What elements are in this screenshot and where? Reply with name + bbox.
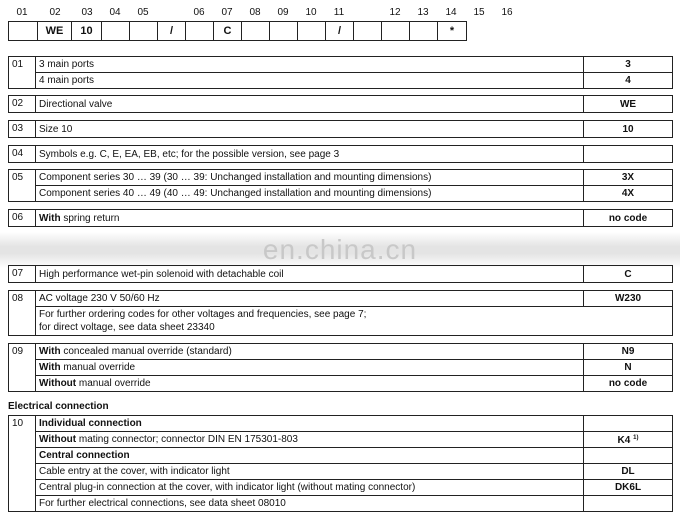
option-text: Directional valve <box>36 96 584 113</box>
option-text: AC voltage 230 V 50/60 Hz <box>36 291 584 307</box>
option-code: N9 <box>584 344 673 360</box>
code-cell <box>242 22 270 40</box>
option-code: WE <box>584 96 673 113</box>
position-number: 09 <box>277 7 289 18</box>
position-number: 04 <box>109 7 121 18</box>
code-cell: / <box>326 22 354 40</box>
option-text: Symbols e.g. C, E, EA, EB, etc; for the possible version, see page 3 <box>36 146 584 163</box>
option-text <box>36 344 584 360</box>
option-code <box>584 496 673 512</box>
group-01 <box>8 56 673 89</box>
option-code <box>584 416 673 432</box>
code-cell: WE <box>38 22 72 40</box>
option-text: High performance wet-pin solenoid with detachable coil <box>36 266 584 283</box>
row-number: 05 <box>9 170 36 202</box>
position-number: 07 <box>221 7 233 18</box>
position-number: 12 <box>389 7 401 18</box>
option-text: Component series 40 … 49 (40 … 49: Unchanged installation and mounting dimensions) <box>36 186 584 202</box>
option-code: N <box>584 360 673 376</box>
option-code: 4 <box>584 73 673 89</box>
position-number: 03 <box>81 7 93 18</box>
option-text-rest: spring return <box>60 212 120 224</box>
code-cell: C <box>214 22 242 40</box>
group-03 <box>8 120 673 138</box>
group-05 <box>8 169 673 202</box>
code-cell <box>270 22 298 40</box>
option-note <box>36 307 673 336</box>
option-text: Component series 30 … 39 (30 … 39: Unchanged installation and mounting dimensions) <box>36 170 584 186</box>
code-cell <box>410 22 438 40</box>
option-text-bold: With <box>39 212 61 224</box>
position-number: 05 <box>137 7 149 18</box>
position-number: 10 <box>305 7 317 18</box>
position-number: 11 <box>333 7 345 18</box>
position-number: 06 <box>193 7 205 18</box>
option-code <box>584 448 673 464</box>
option-text: Cable entry at the cover, with indicator light <box>36 464 584 480</box>
option-text-bold: Without <box>39 434 77 445</box>
option-text <box>36 360 584 376</box>
code-cell <box>9 22 38 40</box>
ordering-code-boxes <box>8 21 467 41</box>
option-code: DL <box>584 464 673 480</box>
option-text-bold: Without <box>39 378 77 389</box>
position-number: 02 <box>49 7 61 18</box>
footnote-marker: 1) <box>633 435 639 441</box>
option-text: 3 main ports <box>36 57 584 73</box>
option-code <box>584 146 673 163</box>
code-cell: * <box>449 25 455 37</box>
option-code: C <box>584 266 673 283</box>
group-06 <box>8 209 673 227</box>
position-number: 16 <box>501 7 513 18</box>
section-title: Electrical connection <box>8 401 109 412</box>
position-number: 14 <box>445 7 457 18</box>
option-text <box>36 210 584 227</box>
option-text-rest: manual override <box>76 378 151 389</box>
code-cell <box>382 22 410 40</box>
option-text-bold: With <box>39 362 61 373</box>
note-line: For further ordering codes for other voltages and frequencies, see page 7; <box>39 309 367 320</box>
watermark: en.china.cn <box>0 232 680 268</box>
option-text: Central plug-in connection at the cover, with indicator light (without mating connector) <box>36 480 584 496</box>
row-number: 06 <box>9 210 36 227</box>
row-number: 04 <box>9 146 36 163</box>
group-04 <box>8 145 673 163</box>
row-number: 02 <box>9 96 36 113</box>
code-cell <box>298 22 326 40</box>
option-code: 3 <box>584 57 673 73</box>
option-code <box>584 432 673 448</box>
subheading: Individual connection <box>36 416 584 432</box>
group-07 <box>8 265 673 283</box>
option-code: DK6L <box>584 480 673 496</box>
code-cell: / <box>158 22 186 40</box>
option-text: 4 main ports <box>36 73 584 89</box>
subheading: Central connection <box>36 448 584 464</box>
option-code: 4X <box>584 186 673 202</box>
option-text: Size 10 <box>36 121 584 138</box>
option-code-value: K4 <box>617 435 631 446</box>
code-cell <box>102 22 130 40</box>
row-number: 09 <box>9 344 36 392</box>
option-code: 10 <box>584 121 673 138</box>
position-number: 01 <box>16 7 28 18</box>
group-08 <box>8 290 673 336</box>
option-text: For further electrical connections, see data sheet 08010 <box>36 496 584 512</box>
option-text-rest: concealed manual override (standard) <box>60 346 232 357</box>
position-number: 08 <box>249 7 261 18</box>
option-text-rest: mating connector; connector DIN EN 175301-803 <box>76 434 298 445</box>
group-10 <box>8 415 673 512</box>
code-cell: 10 <box>72 22 102 40</box>
group-09 <box>8 343 673 392</box>
option-text-bold: With <box>39 346 61 357</box>
option-code: no code <box>584 376 673 392</box>
option-code: W230 <box>584 291 673 307</box>
note-line: for direct voltage, see data sheet 23340 <box>39 322 215 333</box>
row-number: 07 <box>9 266 36 283</box>
position-number: 13 <box>417 7 429 18</box>
row-number: 08 <box>9 291 36 336</box>
row-number: 01 <box>9 57 36 89</box>
option-code: 3X <box>584 170 673 186</box>
option-text <box>36 376 584 392</box>
group-02 <box>8 95 673 113</box>
row-number: 10 <box>9 416 36 512</box>
option-text-rest: manual override <box>60 362 136 373</box>
row-number: 03 <box>9 121 36 138</box>
position-number: 15 <box>473 7 485 18</box>
option-text <box>36 432 584 448</box>
code-cell <box>130 22 158 40</box>
code-cell <box>186 22 214 40</box>
option-code: no code <box>584 210 673 227</box>
code-cell <box>354 22 382 40</box>
